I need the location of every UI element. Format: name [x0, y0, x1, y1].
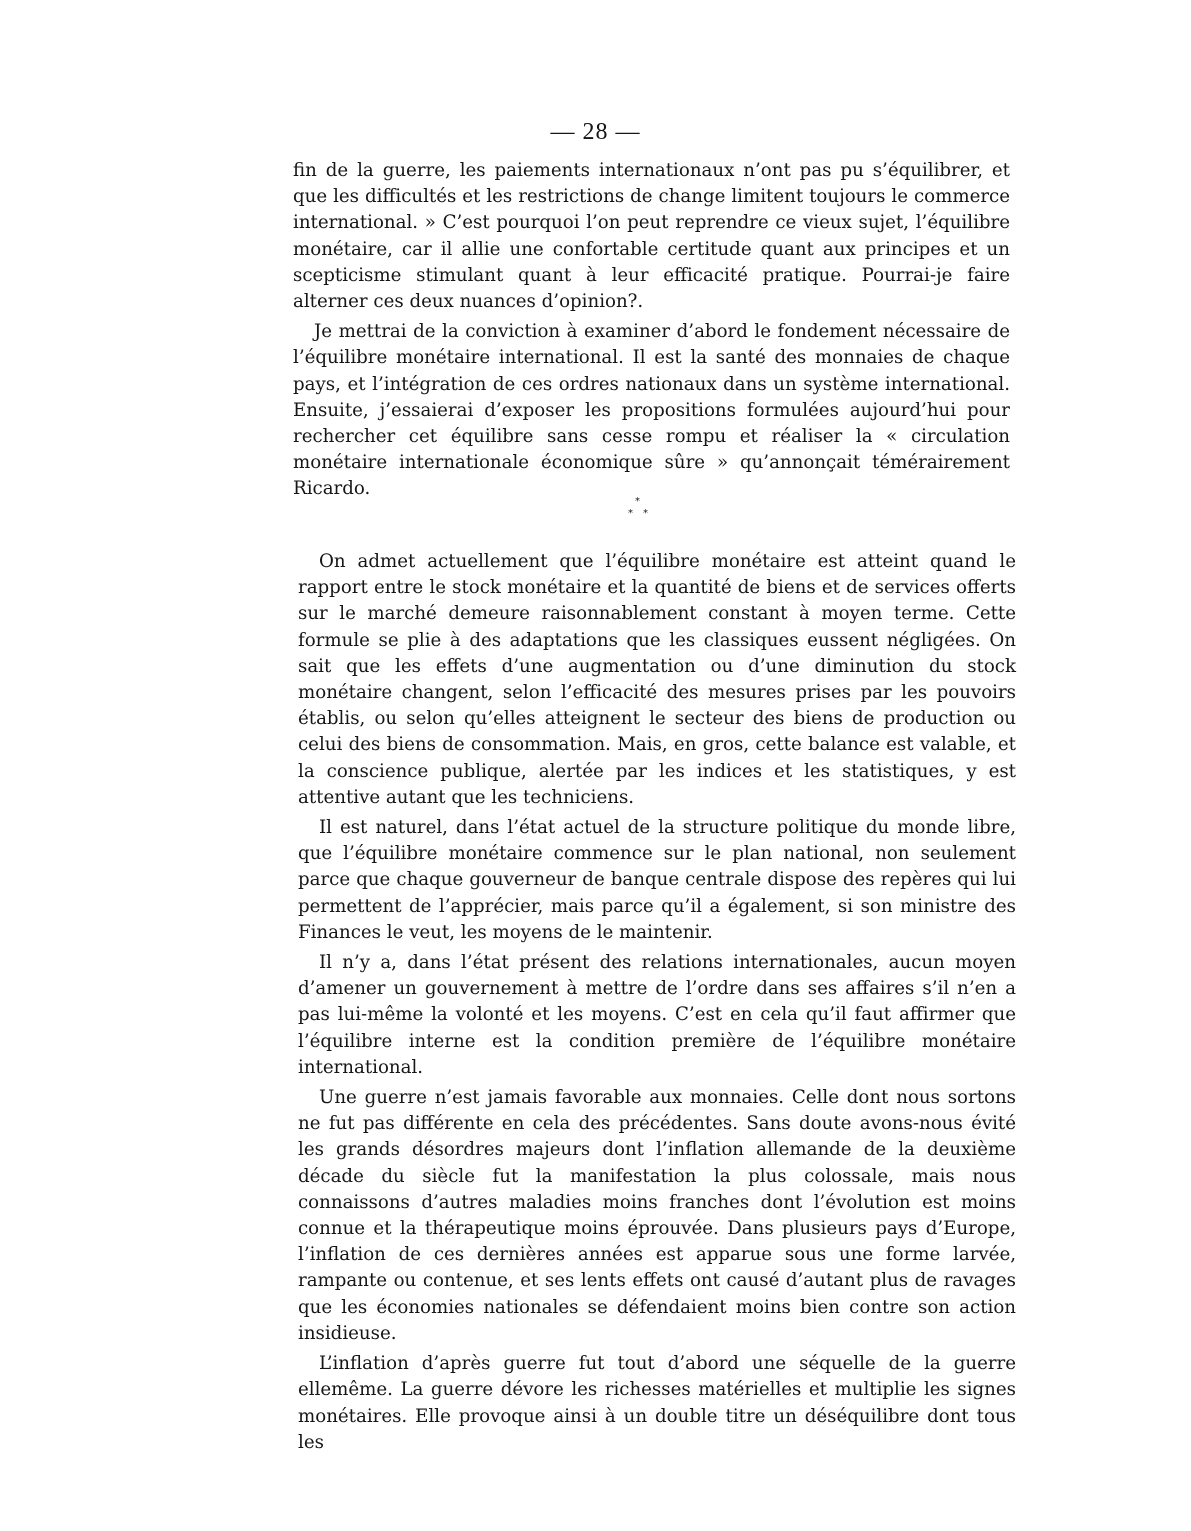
- asterism-star: *: [643, 508, 648, 519]
- asterism-star: *: [628, 508, 633, 519]
- paragraph: Une guerre n’est jamais favorable aux monnaies. Celle dont nous sortons ne fut pas différente en cela des précédentes. Sans doute avons-nous évité les grands désordres majeurs dont l’inflation allemande de la deuxième décade du siècle fut la manifestation la plus colossale, mais nous connaissons d’autres maladies moins franches dont l’évolution est moins connue et la thérapeutique moins éprouvée. Dans plusieurs pays d’Europe, l’inflation de ces dernières années est apparue sous une forme larvée, rampante ou contenue, et ses lents effets ont causé d’autant plus de ravages que les économies nationales se défendaient moins bien contre son action insidieuse.: [298, 1087, 1016, 1344]
- paragraph: Il n’y a, dans l’état présent des relations internationales, aucun moyen d’amener un gouvernement à mettre de l’ordre dans ses affaires s’il n’en a pas lui-même la volonté et les moyens. C’est en cela qu’il faut affirmer que l’équilibre interne est la condition première de l’équilibre monétaire international.: [298, 952, 1016, 1078]
- asterism-separator: [620, 497, 660, 525]
- paragraph: fin de la guerre, les paiements internationaux n’ont pas pu s’équilibrer, et que les difficultés et les restrictions de change limitent toujours le commerce international. » C’est pourquoi l’on peut reprendre ce vieux sujet, l’équilibre monétaire, car il allie une confortable certitude quant aux principes et un scepticisme stimulant quant à leur efficacité pratique. Pourrai-je faire alterner ces deux nuances d’opinion?.: [293, 160, 1010, 313]
- paragraph: L’inflation d’après guerre fut tout d’abord une séquelle de la guerre ellemême. La guerre dévore les richesses matérielles et multiplie les signes monétaires. Elle provoque ainsi à un double titre un déséquilibre dont tous les: [298, 1353, 1016, 1453]
- paragraph: Il est naturel, dans l’état actuel de la structure politique du monde libre, que l’équilibre monétaire commence sur le plan national, non seulement parce que chaque gouverneur de banque centrale dispose des repères qui lui permettent de l’apprécier, mais parce qu’il a également, si son ministre des Finances le veut, les moyens de le maintenir.: [298, 817, 1016, 943]
- page-number: — 28 —: [550, 119, 641, 145]
- asterism-star: *: [635, 496, 640, 507]
- text-block-top: [293, 158, 1010, 503]
- paragraph: On admet actuellement que l’équilibre monétaire est atteint quand le rapport entre le stock monétaire et la quantité de biens et de services offerts sur le marché demeure raisonnablement constant à moyen terme. Cette formule se plie à des adaptations que les classiques eussent négligées. On sait que les effets d’une augmentation ou d’une diminution du stock monétaire changent, selon l’efficacité des mesures prises par les pouvoirs établis, ou selon qu’elles atteignent le secteur des biens de production ou celui des biens de consommation. Mais, en gros, cette balance est valable, et la conscience publique, alertée par les indices et les statistiques, y est attentive autant que les techniciens.: [298, 551, 1016, 808]
- paragraph: Je mettrai de la conviction à examiner d’abord le fondement nécessaire de l’équilibre monétaire international. Il est la santé des monnaies de chaque pays, et l’intégration de ces ordres nationaux dans un système international. Ensuite, j’essaierai d’exposer les propositions formulées aujourd’hui pour rechercher cet équilibre sans cesse rompu et réaliser la « circulation monétaire internationale économique sûre » qu’annonçait témérairement Ricardo.: [293, 321, 1010, 500]
- text-block-bottom: [298, 549, 1016, 1456]
